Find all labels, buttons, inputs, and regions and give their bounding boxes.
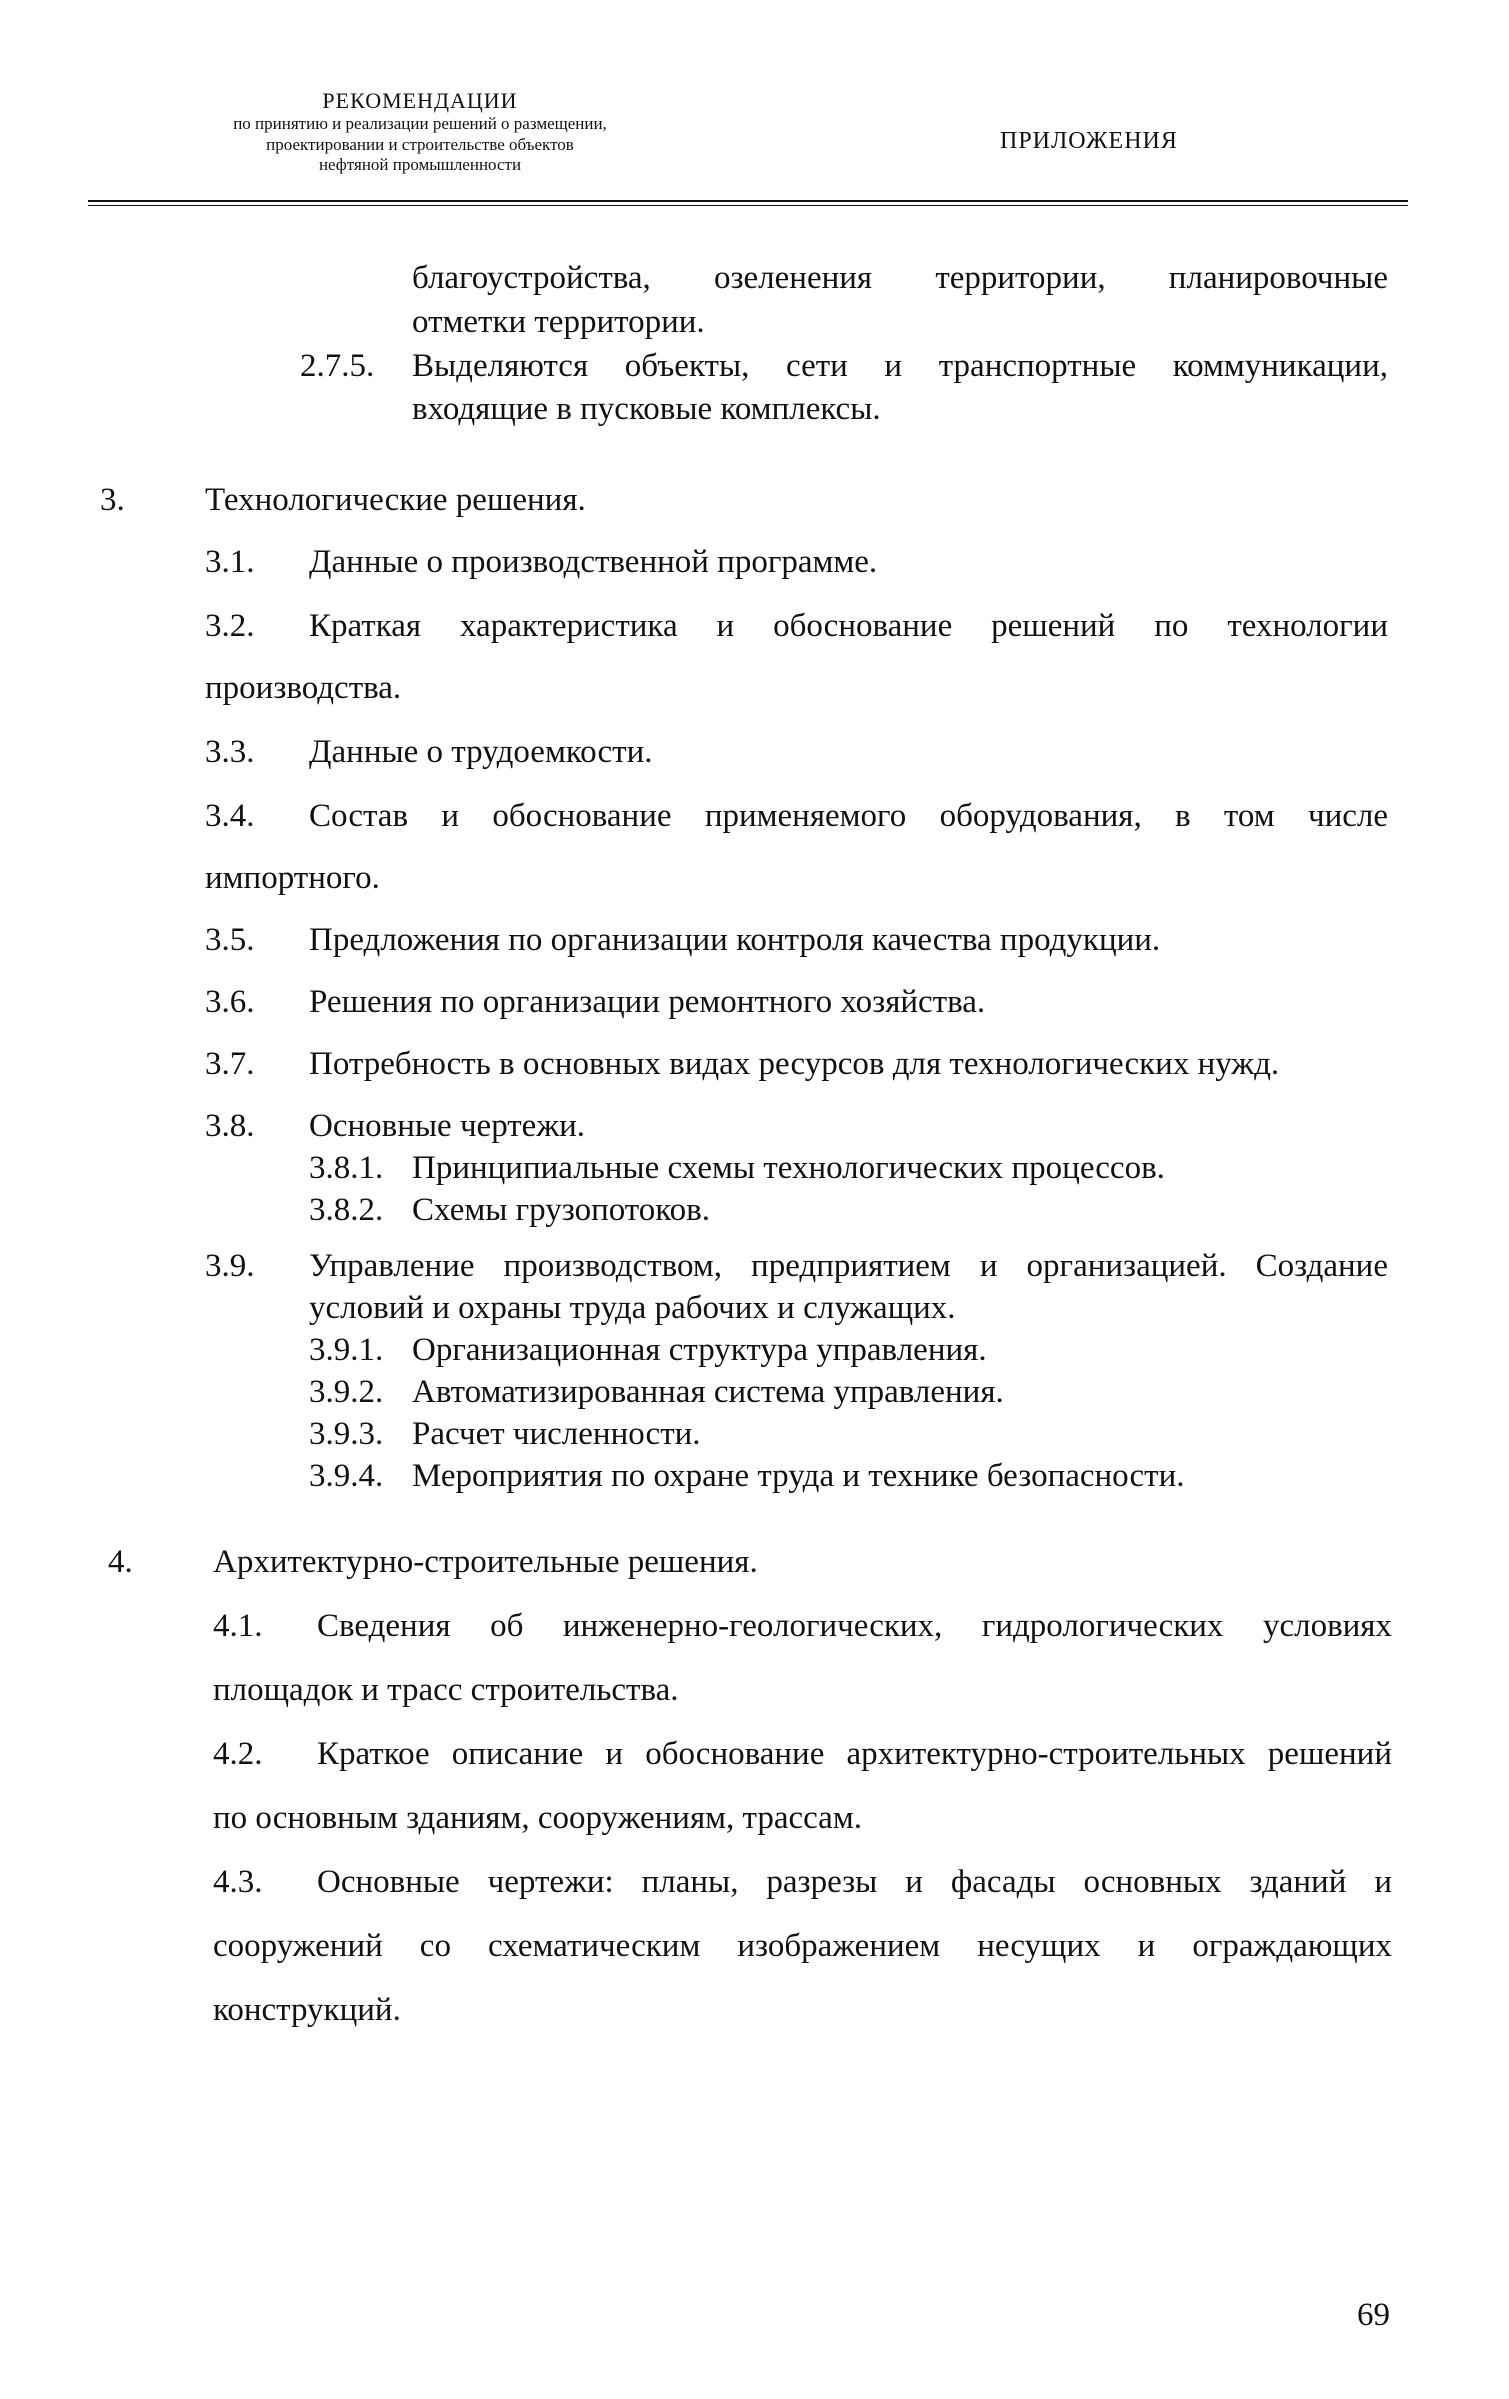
text-line: Принципиальные схемы технологических процессов. (412, 1150, 1165, 1186)
header-subtitle-line: проектировании и строительстве объектов (266, 134, 574, 154)
section-heading: Архитектурно-строительные решения. (213, 1544, 758, 1580)
text-line: конструкций. (213, 1992, 401, 2028)
text-line: Данные о трудоемкости. (309, 734, 653, 770)
item-number: 3.8.2. (309, 1192, 384, 1228)
item-number: 3.9.4. (309, 1458, 384, 1494)
item-number: 3.9.1. (309, 1332, 384, 1368)
header-section-label: ПРИЛОЖЕНИЯ (1000, 128, 1178, 154)
text-line: входящие в пусковые комплексы. (412, 391, 881, 427)
text-line: Организационная структура управления. (412, 1332, 987, 1368)
text-line: Основные чертежи: планы, разрезы и фасады основных зданий и (317, 1864, 1392, 1900)
text-line: Предложения по организации контроля качества продукции. (309, 922, 1161, 958)
text-line: условий и охраны труда рабочих и служащих. (309, 1290, 956, 1326)
text-line: импортного. (205, 860, 380, 896)
text-line: Выделяются объекты, сети и транспортные коммуникации, (412, 348, 1388, 384)
item-number: 3.9. (205, 1248, 255, 1284)
item-number: 3.9.2. (309, 1374, 384, 1410)
header-divider (88, 200, 1408, 206)
header-subtitle-line: по принятию и реализации решений о размещении, (233, 114, 607, 134)
section-number: 4. (108, 1544, 133, 1580)
text-line: Автоматизированная система управления. (412, 1374, 1004, 1410)
item-number: 4.1. (213, 1608, 263, 1644)
item-number: 3.8. (205, 1108, 255, 1144)
item-number: 3.6. (205, 984, 255, 1020)
item-number: 2.7.5. (300, 348, 375, 384)
text-line: Краткое описание и обоснование архитектурно-строительных решений (317, 1736, 1392, 1772)
header-document-title (120, 88, 720, 176)
page-number: 69 (1357, 2297, 1390, 2333)
text-line: Потребность в основных видах ресурсов для технологических нужд. (309, 1046, 1280, 1082)
text-line: отметки территории. (412, 304, 705, 340)
text-line: Управление производством, предприятием и организацией. Создание (309, 1248, 1388, 1284)
item-number: 3.3. (205, 734, 255, 770)
header-title: РЕКОМЕНДАЦИИ (322, 88, 518, 113)
text-line: Краткая характеристика и обоснование решений по технологии (309, 608, 1388, 644)
item-number: 3.8.1. (309, 1150, 384, 1186)
text-line: Состав и обоснование применяемого оборудования, в том числе (309, 798, 1388, 834)
text-line: Мероприятия по охране труда и технике безопасности. (412, 1458, 1185, 1494)
text-line: Решения по организации ремонтного хозяйства. (309, 984, 986, 1020)
item-number: 4.3. (213, 1864, 263, 1900)
section-heading: Технологические решения. (205, 482, 586, 518)
text-line: Данные о производственной программе. (309, 544, 878, 580)
item-number: 3.9.3. (309, 1416, 384, 1452)
item-number: 4.2. (213, 1736, 263, 1772)
text-line: Схемы грузопотоков. (412, 1192, 710, 1228)
text-line: Сведения об инженерно-геологических, гидрологических условиях (317, 1608, 1392, 1644)
text-line: площадок и трасс строительства. (213, 1672, 679, 1708)
text-line: по основным зданиям, сооружениям, трассам. (213, 1800, 862, 1836)
text-line: благоустройства, озеленения территории, планировочные (412, 260, 1388, 296)
item-number: 3.7. (205, 1046, 255, 1082)
item-number: 3.1. (205, 544, 255, 580)
text-line: Основные чертежи. (309, 1108, 586, 1144)
text-line: производства. (205, 670, 402, 706)
item-number: 3.2. (205, 608, 255, 644)
header-subtitle-line: нефтяной промышленности (318, 155, 522, 175)
item-number: 3.4. (205, 798, 255, 834)
section-number: 3. (100, 482, 125, 518)
text-line: Расчет численности. (412, 1416, 701, 1452)
text-line: сооружений со схематическим изображением несущих и ограждающих (213, 1928, 1392, 1964)
item-number: 3.5. (205, 922, 255, 958)
